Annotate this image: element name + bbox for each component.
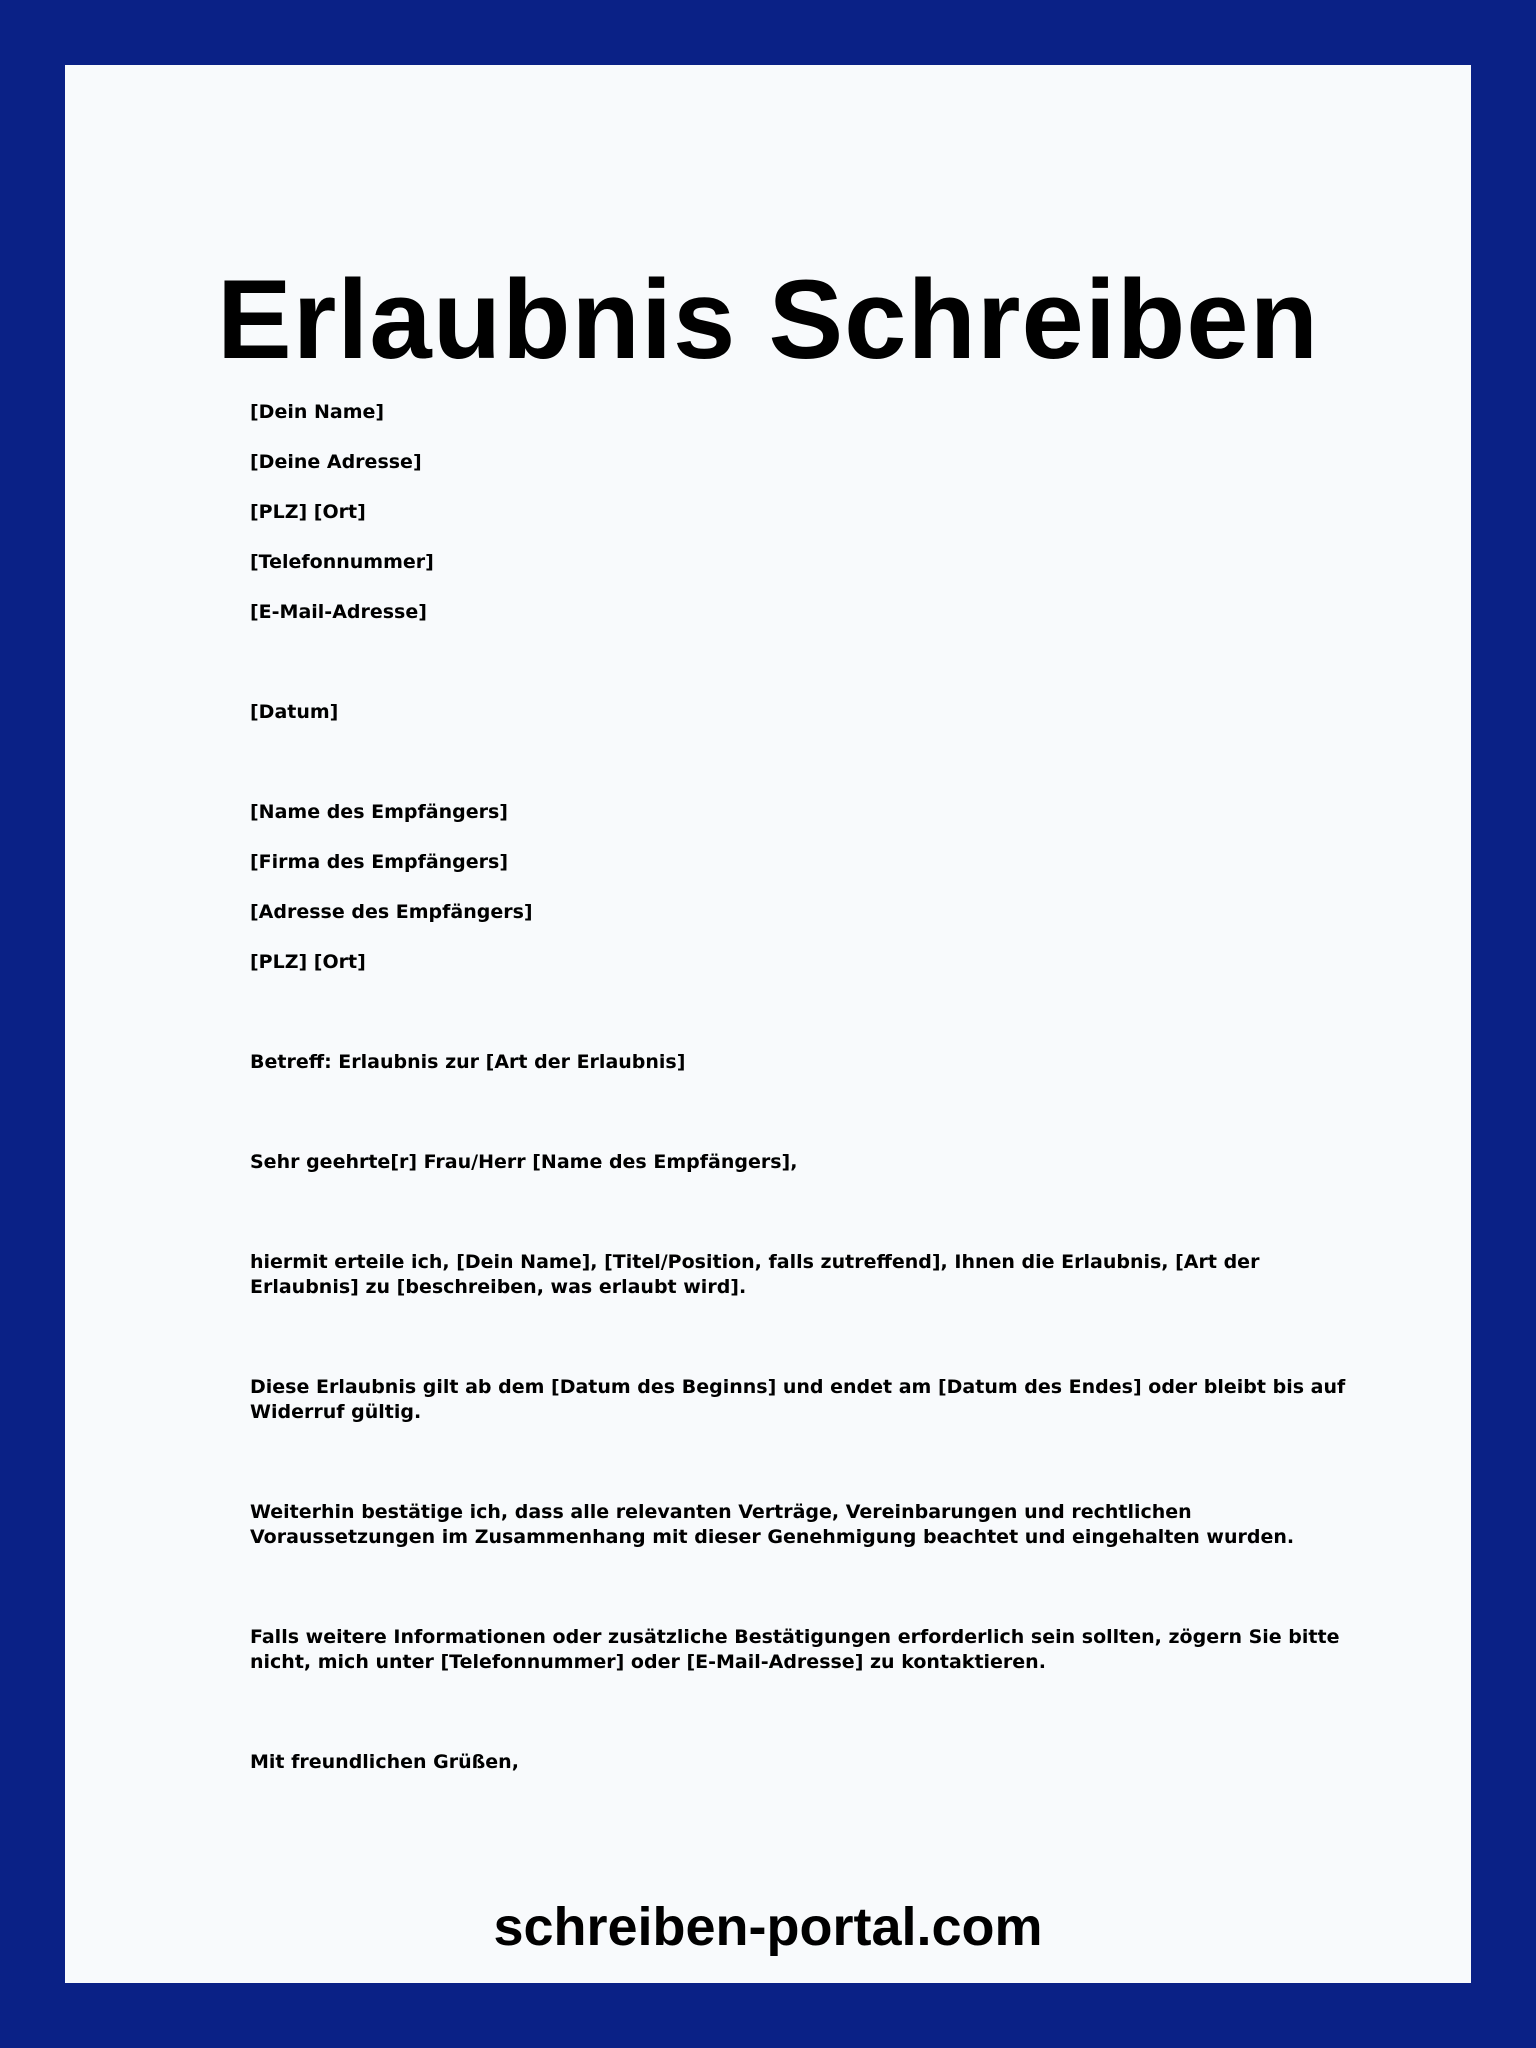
sender-email: [E-Mail-Adresse]: [250, 601, 427, 623]
letter-closing: Mit freundlichen Grüßen,: [250, 1751, 519, 1773]
recipient-company: [Firma des Empfängers]: [250, 851, 509, 873]
document-page: [65, 65, 1471, 1983]
sender-phone: [Telefonnummer]: [250, 551, 434, 573]
letter-paragraph: hiermit erteile ich, [Dein Name], [Titel/Position, falls zutreffend], Ihnen die Erlaubnis, [Art der Erlaubnis] zu [beschreiben, was erlaubt wird].: [250, 1251, 1260, 1298]
recipient-zip-city: [PLZ] [Ort]: [250, 951, 366, 973]
sender-block: [250, 400, 1350, 625]
recipient-name: [Name des Empfängers]: [250, 801, 508, 823]
letter-body: [250, 400, 1350, 1775]
footer-website: schreiben-portal.com: [493, 1897, 1043, 1957]
letter-paragraph: Diese Erlaubnis gilt ab dem [Datum des Beginns] und endet am [Datum des Endes] oder bleibt bis auf Widerruf gültig.: [250, 1376, 1346, 1423]
sender-address: [Deine Adresse]: [250, 451, 422, 473]
letter-salutation: Sehr geehrte[r] Frau/Herr [Name des Empfängers],: [250, 1151, 798, 1173]
recipient-block: [250, 800, 1350, 975]
letter-date: [Datum]: [250, 701, 339, 723]
sender-name: [Dein Name]: [250, 401, 385, 423]
letter-paragraph: Falls weitere Informationen oder zusätzliche Bestätigungen erforderlich sein sollten, zögern Sie bitte nicht, mich unter [Telefonnummer] oder [E-Mail-Adresse] zu kontaktieren.: [250, 1626, 1340, 1673]
letter-subject: Betreff: Erlaubnis zur [Art der Erlaubnis]: [250, 1051, 686, 1073]
document-title: Erlaubnis Schreiben: [217, 257, 1319, 382]
recipient-address: [Adresse des Empfängers]: [250, 901, 533, 923]
sender-zip-city: [PLZ] [Ort]: [250, 501, 366, 523]
letter-paragraph: Weiterhin bestätige ich, dass alle relevanten Verträge, Vereinbarungen und rechtlichen Voraussetzungen im Zusammenhang mit dieser Genehmigung beachtet und eingehalten wurden.: [250, 1501, 1295, 1548]
